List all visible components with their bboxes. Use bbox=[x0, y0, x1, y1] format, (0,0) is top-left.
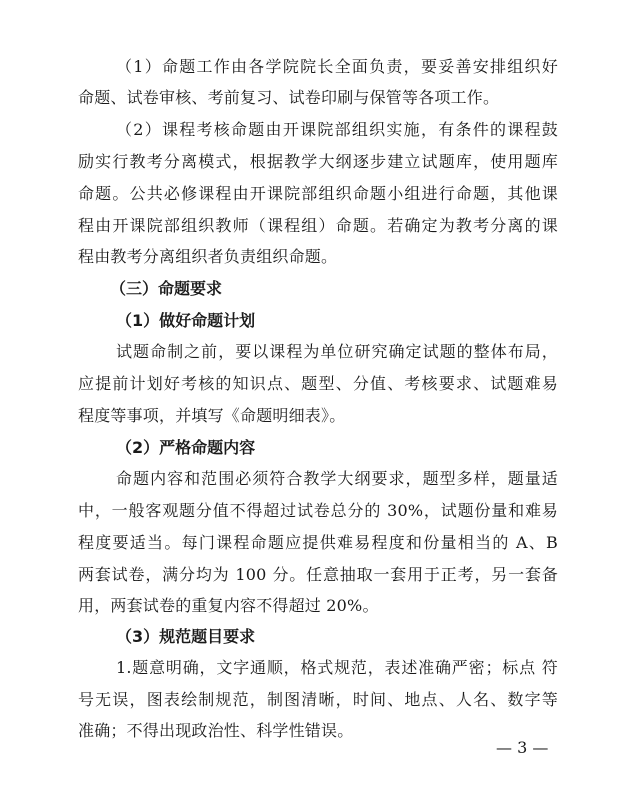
subsection-2-line-2: 中，一般客观题分值不得超过试卷总分的 30%，试题份量和难易 bbox=[78, 501, 558, 520]
subsection-3-line-1: 1.题意明确，文字通顺，格式规范，表述准确严密；标点 符 bbox=[116, 658, 558, 677]
paragraph-2-line-3: 命题。公共必修课程由开课院部组织命题小组进行命题，其他课 bbox=[78, 184, 558, 203]
paragraph-2-line-1: （2）课程考核命题由开课院部组织实施，有条件的课程鼓 bbox=[116, 120, 558, 139]
paragraph-2-line-4: 程由开课院部组织教师（课程组）命题。若确定为教考分离的课 bbox=[78, 216, 558, 235]
paragraph-2-line-2: 励实行教考分离模式，根据教学大纲逐步建立试题库，使用题库 bbox=[78, 152, 558, 171]
subsection-3-line-2: 号无误，图表绘制规范，制图清晰，时间、地点、人名、数字等 bbox=[78, 690, 558, 709]
subsection-2-line-4: 两套试卷，满分均为 100 分。任意抽取一套用于正考，另一套备 bbox=[78, 565, 558, 584]
subsection-3-heading: （3）规范题目要求 bbox=[116, 627, 256, 646]
paragraph-1-line-2: 命题、试卷审核、考前复习、试卷印刷与保管等各项工作。 bbox=[78, 88, 500, 107]
paragraph-2-line-5: 程由教考分离组织者负责组织命题。 bbox=[78, 247, 338, 266]
section-heading: （三）命题要求 bbox=[110, 279, 223, 298]
subsection-2-line-3: 程度要适当。每门课程命题应提供难易程度和份量相当的 A、B bbox=[78, 533, 558, 552]
subsection-1-line-2: 应提前计划好考核的知识点、题型、分值、考核要求、试题难易 bbox=[78, 374, 558, 393]
subsection-1-line-3: 程度等事项，并填写《命题明细表》。 bbox=[78, 406, 346, 425]
subsection-2-heading: （2）严格命题内容 bbox=[116, 438, 256, 457]
subsection-2-line-1: 命题内容和范围必须符合教学大纲要求，题型多样，题量适 bbox=[116, 469, 558, 488]
subsection-3-line-3: 准确；不得出现政治性、科学性错误。 bbox=[78, 721, 354, 740]
page-number: — 3 — bbox=[496, 738, 549, 757]
subsection-1-heading: （1）做好命题计划 bbox=[116, 311, 256, 330]
subsection-1-line-1: 试题命制之前，要以课程为单位研究确定试题的整体布局， bbox=[116, 342, 558, 361]
paragraph-1-line-1: （1）命题工作由各学院院长全面负责，要妥善安排组织好 bbox=[116, 57, 558, 76]
subsection-2-line-5: 用，两套试卷的重复内容不得超过 20%。 bbox=[78, 596, 379, 615]
